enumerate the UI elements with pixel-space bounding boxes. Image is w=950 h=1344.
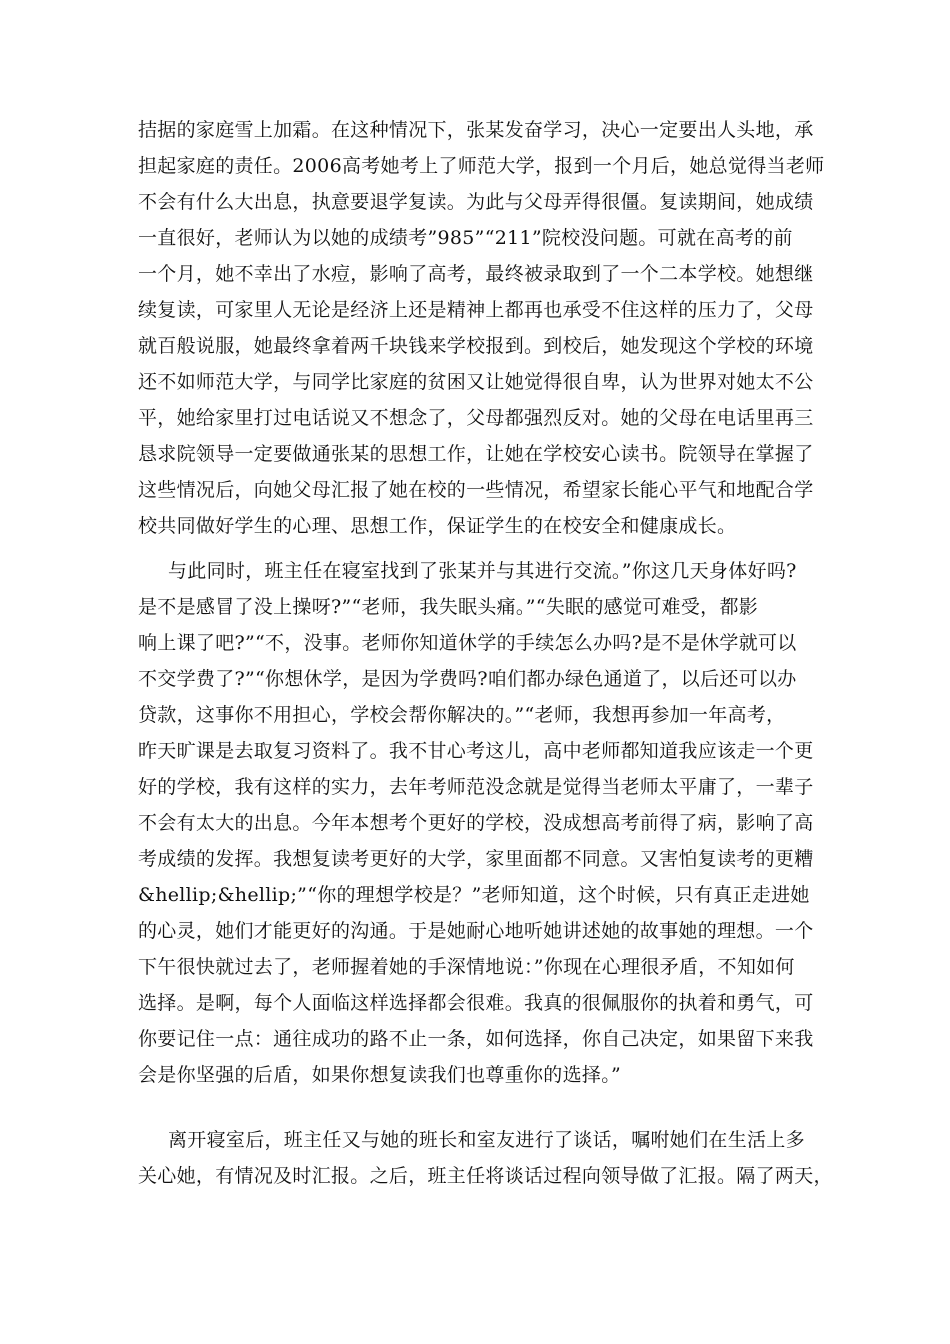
text-line: 不会有什么大出息，执意要退学复读。为此与父母弄得很僵。复读期间，她成绩	[138, 191, 814, 213]
text-line: 你要记住一点：通往成功的路不止一条，如何选择，你自己决定，如果留下来我	[138, 1028, 814, 1050]
text-line: 担起家庭的责任。2006高考她考上了师范大学，报到一个月后，她总觉得当老师	[138, 155, 825, 177]
text-line: 平，她给家里打过电话说又不想念了，父母都强烈反对。她的父母在电话里再三	[138, 407, 814, 429]
text-line: 好的学校，我有这样的实力，去年考师范没念就是觉得当老师太平庸了，一辈子	[138, 776, 814, 798]
text-line: 还不如师范大学，与同学比家庭的贫困又让她觉得很自卑，认为世界对她太不公	[138, 371, 814, 393]
text-line: 续复读，可家里人无论是经济上还是精神上都再也承受不住这样的压力了，父母	[138, 299, 814, 321]
text-line: 是不是感冒了没上操呀?”“老师，我失眠头痛。”“失眠的感觉可难受，都影	[138, 596, 759, 618]
text-line: 恳求院领导一定要做通张某的思想工作，让她在学校安心读书。院领导在掌握了	[138, 443, 814, 465]
text-line: 这些情况后，向她父母汇报了她在校的一些情况，希望家长能心平气和地配合学	[138, 479, 814, 501]
text-line: 会是你坚强的后盾，如果你想复读我们也尊重你的选择。”	[138, 1064, 622, 1086]
text-line: 一个月，她不幸出了水痘，影响了高考，最终被录取到了一个二本学校。她想继	[138, 263, 814, 285]
text-line: 选择。是啊，每个人面临这样选择都会很难。我真的很佩服你的执着和勇气，可	[138, 992, 814, 1014]
text-line: 不交学费了?”“你想休学，是因为学费吗?咱们都办绿色通道了，以后还可以办	[138, 668, 797, 690]
text-line: &hellip;&hellip;”“你的理想学校是？”老师知道，这个时候，只有真正走进她	[138, 884, 810, 906]
text-line: 一直很好，老师认为以她的成绩考”985”“211”院校没问题。可就在高考的前	[138, 227, 793, 249]
text-line: 贷款，这事你不用担心，学校会帮你解决的。”“老师，我想再参加一年高考，	[138, 704, 786, 726]
text-line: 昨天旷课是去取复习资料了。我不甘心考这儿，高中老师都知道我应该走一个更	[138, 740, 814, 762]
text-line: 拮据的家庭雪上加霜。在这种情况下，张某发奋学习，决心一定要出人头地，承	[138, 119, 814, 141]
text-line: 关心她，有情况及时汇报。之后，班主任将谈话过程向领导做了汇报。隔了两天，	[138, 1165, 833, 1187]
text-line: 校共同做好学生的心理、思想工作，保证学生的在校安全和健康成长。	[138, 515, 737, 537]
text-line: 不会有太大的出息。今年本想考个更好的学校，没成想高考前得了病，影响了高	[138, 812, 814, 834]
text-line: 就百般说服，她最终拿着两千块钱来学校报到。到校后，她发现这个学校的环境	[138, 335, 814, 357]
text-line: 考成绩的发挥。我想复读考更好的大学，家里面都不同意。又害怕复读考的更糟	[138, 848, 814, 870]
text-line: 的心灵，她们才能更好的沟通。于是她耐心地听她讲述她的故事她的理想。一个	[138, 920, 814, 942]
paragraph-start-line: 与此同时，班主任在寝室找到了张某并与其进行交流。”你这几天身体好吗?	[168, 560, 797, 582]
text-line: 下午很快就过去了，老师握着她的手深情地说：”你现在心理很矛盾，不知如何	[138, 956, 795, 978]
paragraph-start-line: 离开寝室后，班主任又与她的班长和室友进行了谈话，嘱咐她们在生活上多	[168, 1129, 805, 1151]
text-line: 响上课了吧?”“不，没事。老师你知道休学的手续怎么办吗?是不是休学就可以	[138, 632, 797, 654]
